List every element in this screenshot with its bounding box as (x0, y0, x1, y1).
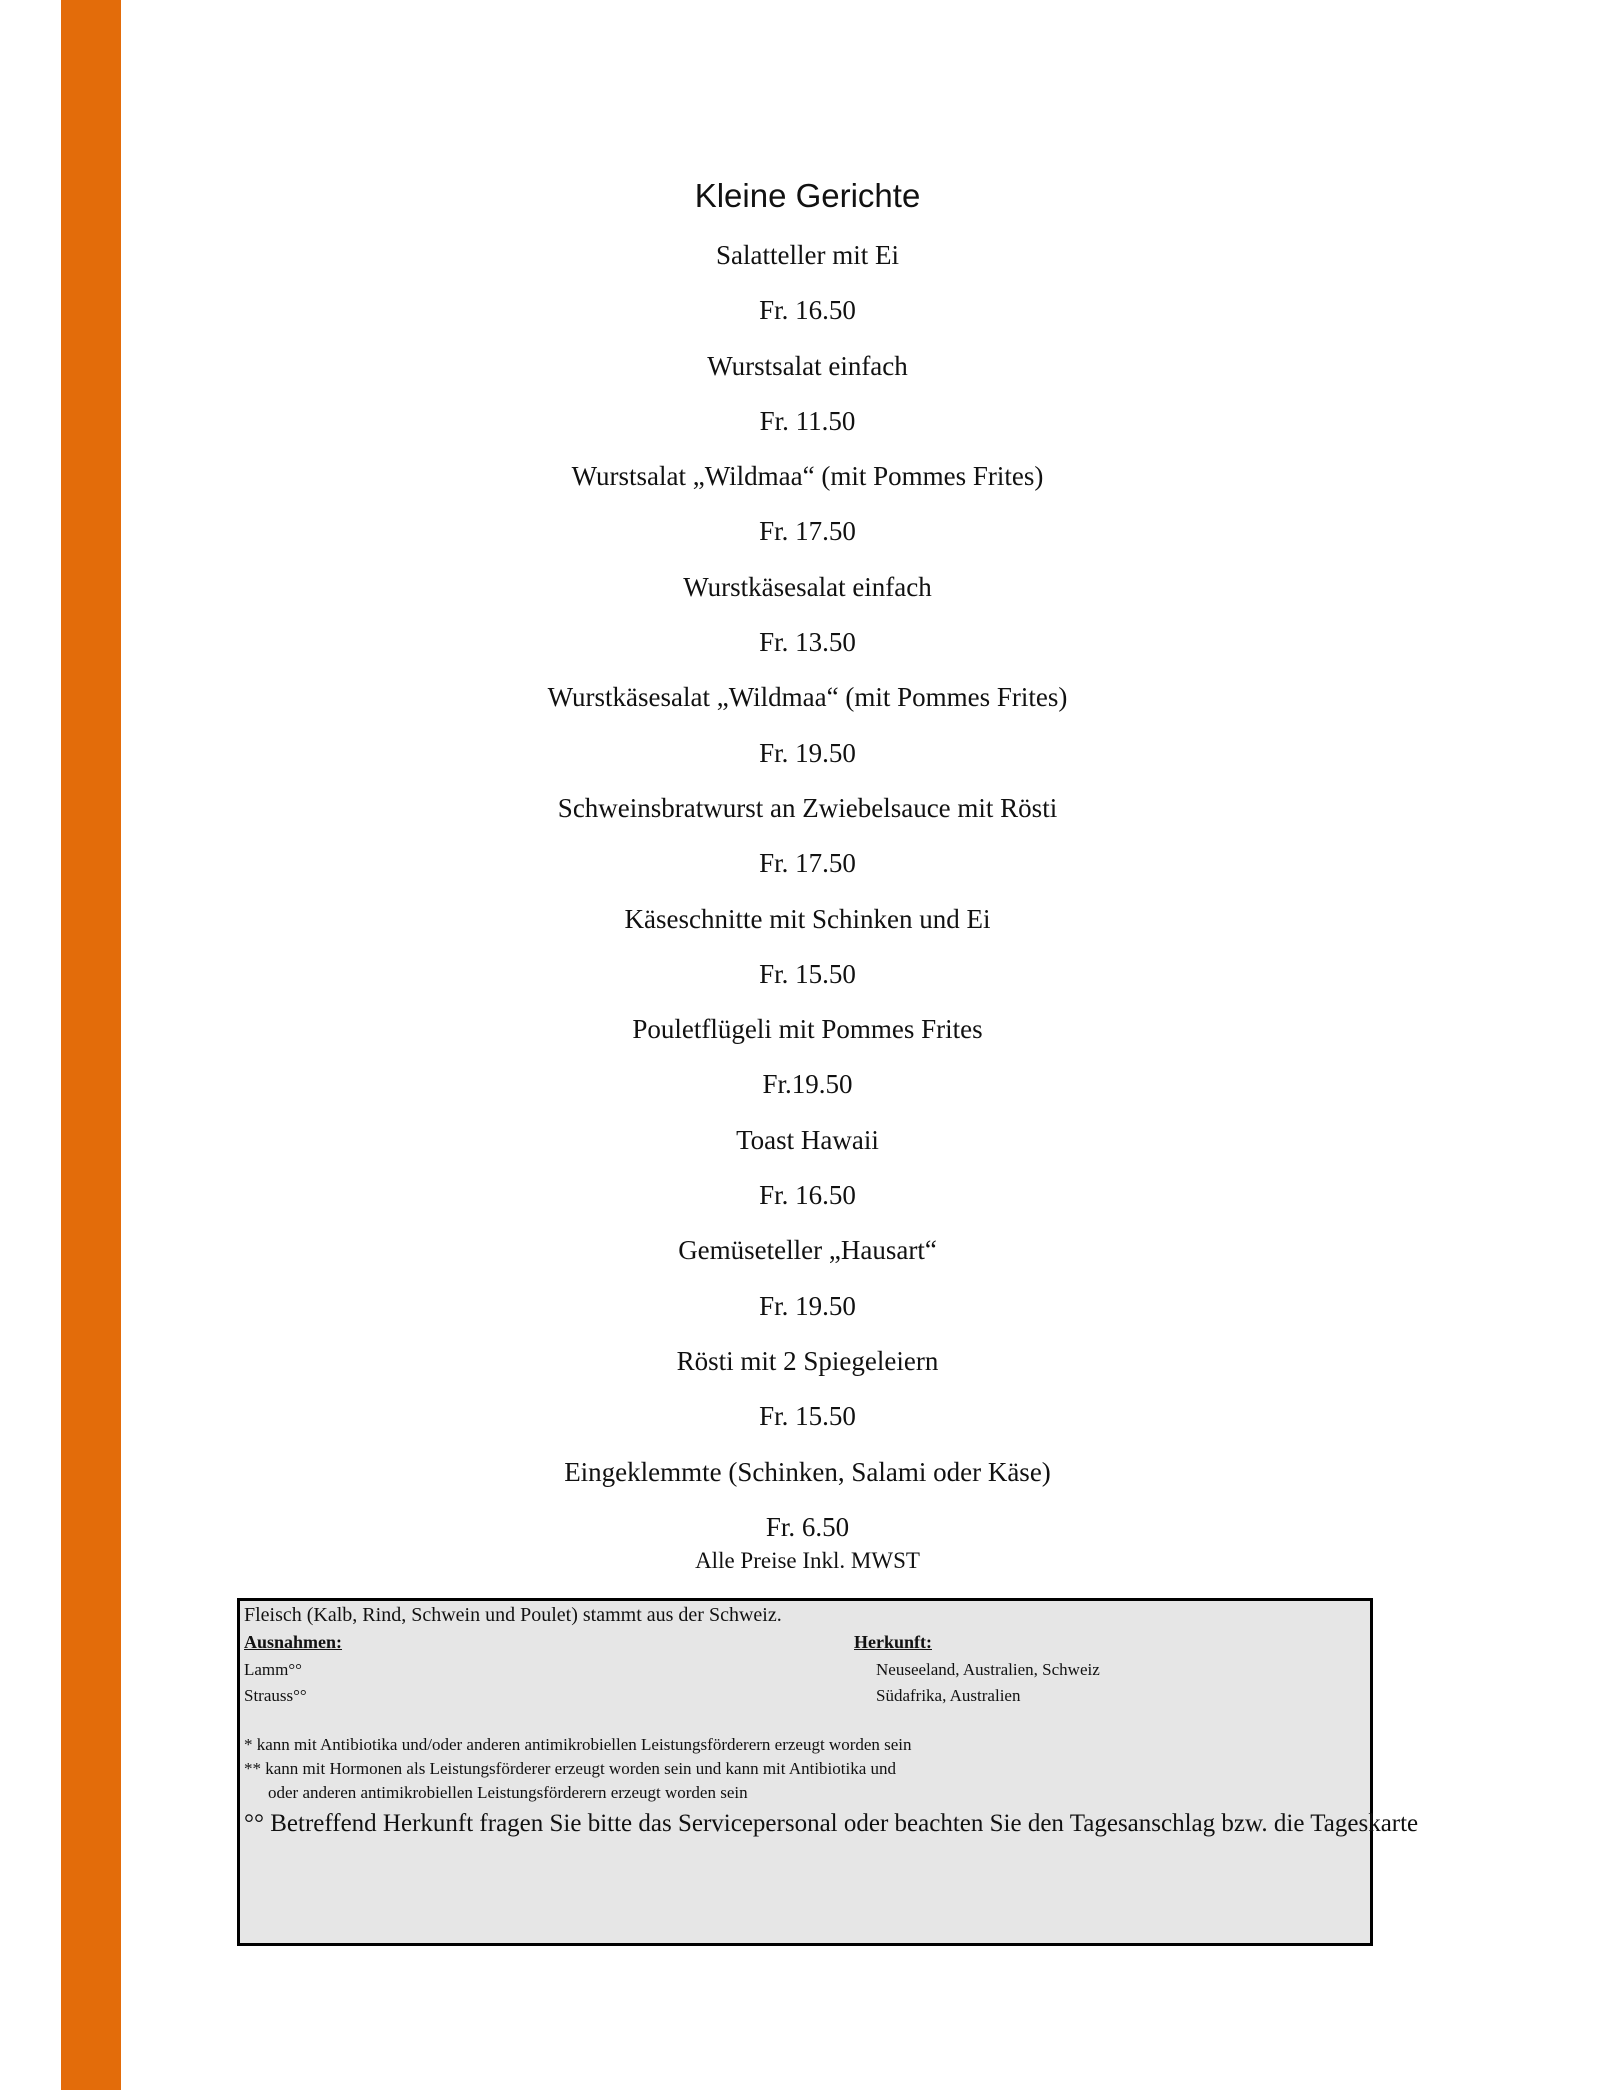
menu-item-price: Fr. 13.50 (759, 627, 856, 658)
menu-item-price: Fr.19.50 (762, 1069, 853, 1100)
origin-header: Herkunft: (854, 1632, 932, 1652)
menu-item-name: Wurstkäsesalat „Wildmaa“ (mit Pommes Frites) (547, 682, 1068, 713)
menu-item-name: Rösti mit 2 Spiegeleiern (676, 1345, 939, 1376)
menu-item-price: Fr. 16.50 (759, 295, 856, 326)
menu-item-price: Fr. 17.50 (759, 848, 856, 879)
footnote-hormones-continued: oder anderen antimikrobiellen Leistungsförderern erzeugt worden sein (268, 1783, 748, 1802)
menu-item-price: Fr. 17.50 (759, 516, 856, 547)
menu-item-price: Fr. 19.50 (759, 737, 856, 768)
footnote-antibiotics: * kann mit Antibiotika und/oder anderen antimikrobiellen Leistungsförderern erzeugt worden sein (244, 1735, 912, 1754)
exceptions-header: Ausnahmen: (244, 1632, 343, 1652)
menu-item-name: Eingeklemmte (Schinken, Salami oder Käse) (564, 1456, 1051, 1487)
menu-item-name: Käseschnitte mit Schinken und Ei (624, 903, 991, 934)
exception-meat: Strauss°° (244, 1686, 307, 1705)
menu-list (0, 233, 1615, 1560)
exception-origin: Südafrika, Australien (876, 1686, 1021, 1705)
menu-item-name: Toast Hawaii (736, 1124, 879, 1155)
menu-item-name: Schweinsbratwurst an Zwiebelsauce mit Rösti (557, 792, 1058, 823)
exception-origin: Neuseeland, Australien, Schweiz (876, 1660, 1100, 1679)
menu-item-price: Fr. 6.50 (765, 1511, 850, 1542)
menu-item-name: Wurstsalat „Wildmaa“ (mit Pommes Frites) (571, 461, 1044, 492)
menu-item-price: Fr. 15.50 (759, 958, 856, 989)
vat-note: Alle Preise Inkl. MWST (695, 1548, 920, 1573)
menu-item-name: Salatteller mit Ei (716, 240, 899, 270)
menu-item-price: Fr. 11.50 (759, 405, 856, 436)
menu-item-name: Gemüseteller „Hausart“ (678, 1235, 937, 1266)
meat-origin-intro: Fleisch (Kalb, Rind, Schwein und Poulet) stammt aus der Schweiz. (244, 1604, 782, 1626)
meat-origin-info-box (237, 1598, 1419, 1946)
menu-item-price: Fr. 16.50 (759, 1180, 856, 1211)
footnote-origin-inquiry: °° Betreffend Herkunft fragen Sie bitte das Servicepersonal oder beachten Sie den Tagesanschlag bzw. die Tageskarte (244, 1810, 1419, 1837)
menu-item-price: Fr. 19.50 (759, 1290, 856, 1321)
menu-item-name: Wurstsalat einfach (707, 350, 908, 381)
exception-meat: Lamm°° (244, 1660, 302, 1679)
menu-item-name: Wurstkäsesalat einfach (683, 571, 932, 602)
menu-item-price: Fr. 15.50 (759, 1401, 856, 1432)
menu-item-name: Pouletflügeli mit Pommes Frites (632, 1014, 983, 1045)
page-title: Kleine Gerichte (694, 177, 921, 214)
footnote-hormones: ** kann mit Hormonen als Leistungsförderer erzeugt worden sein und kann mit Antibiotika und (244, 1759, 897, 1778)
